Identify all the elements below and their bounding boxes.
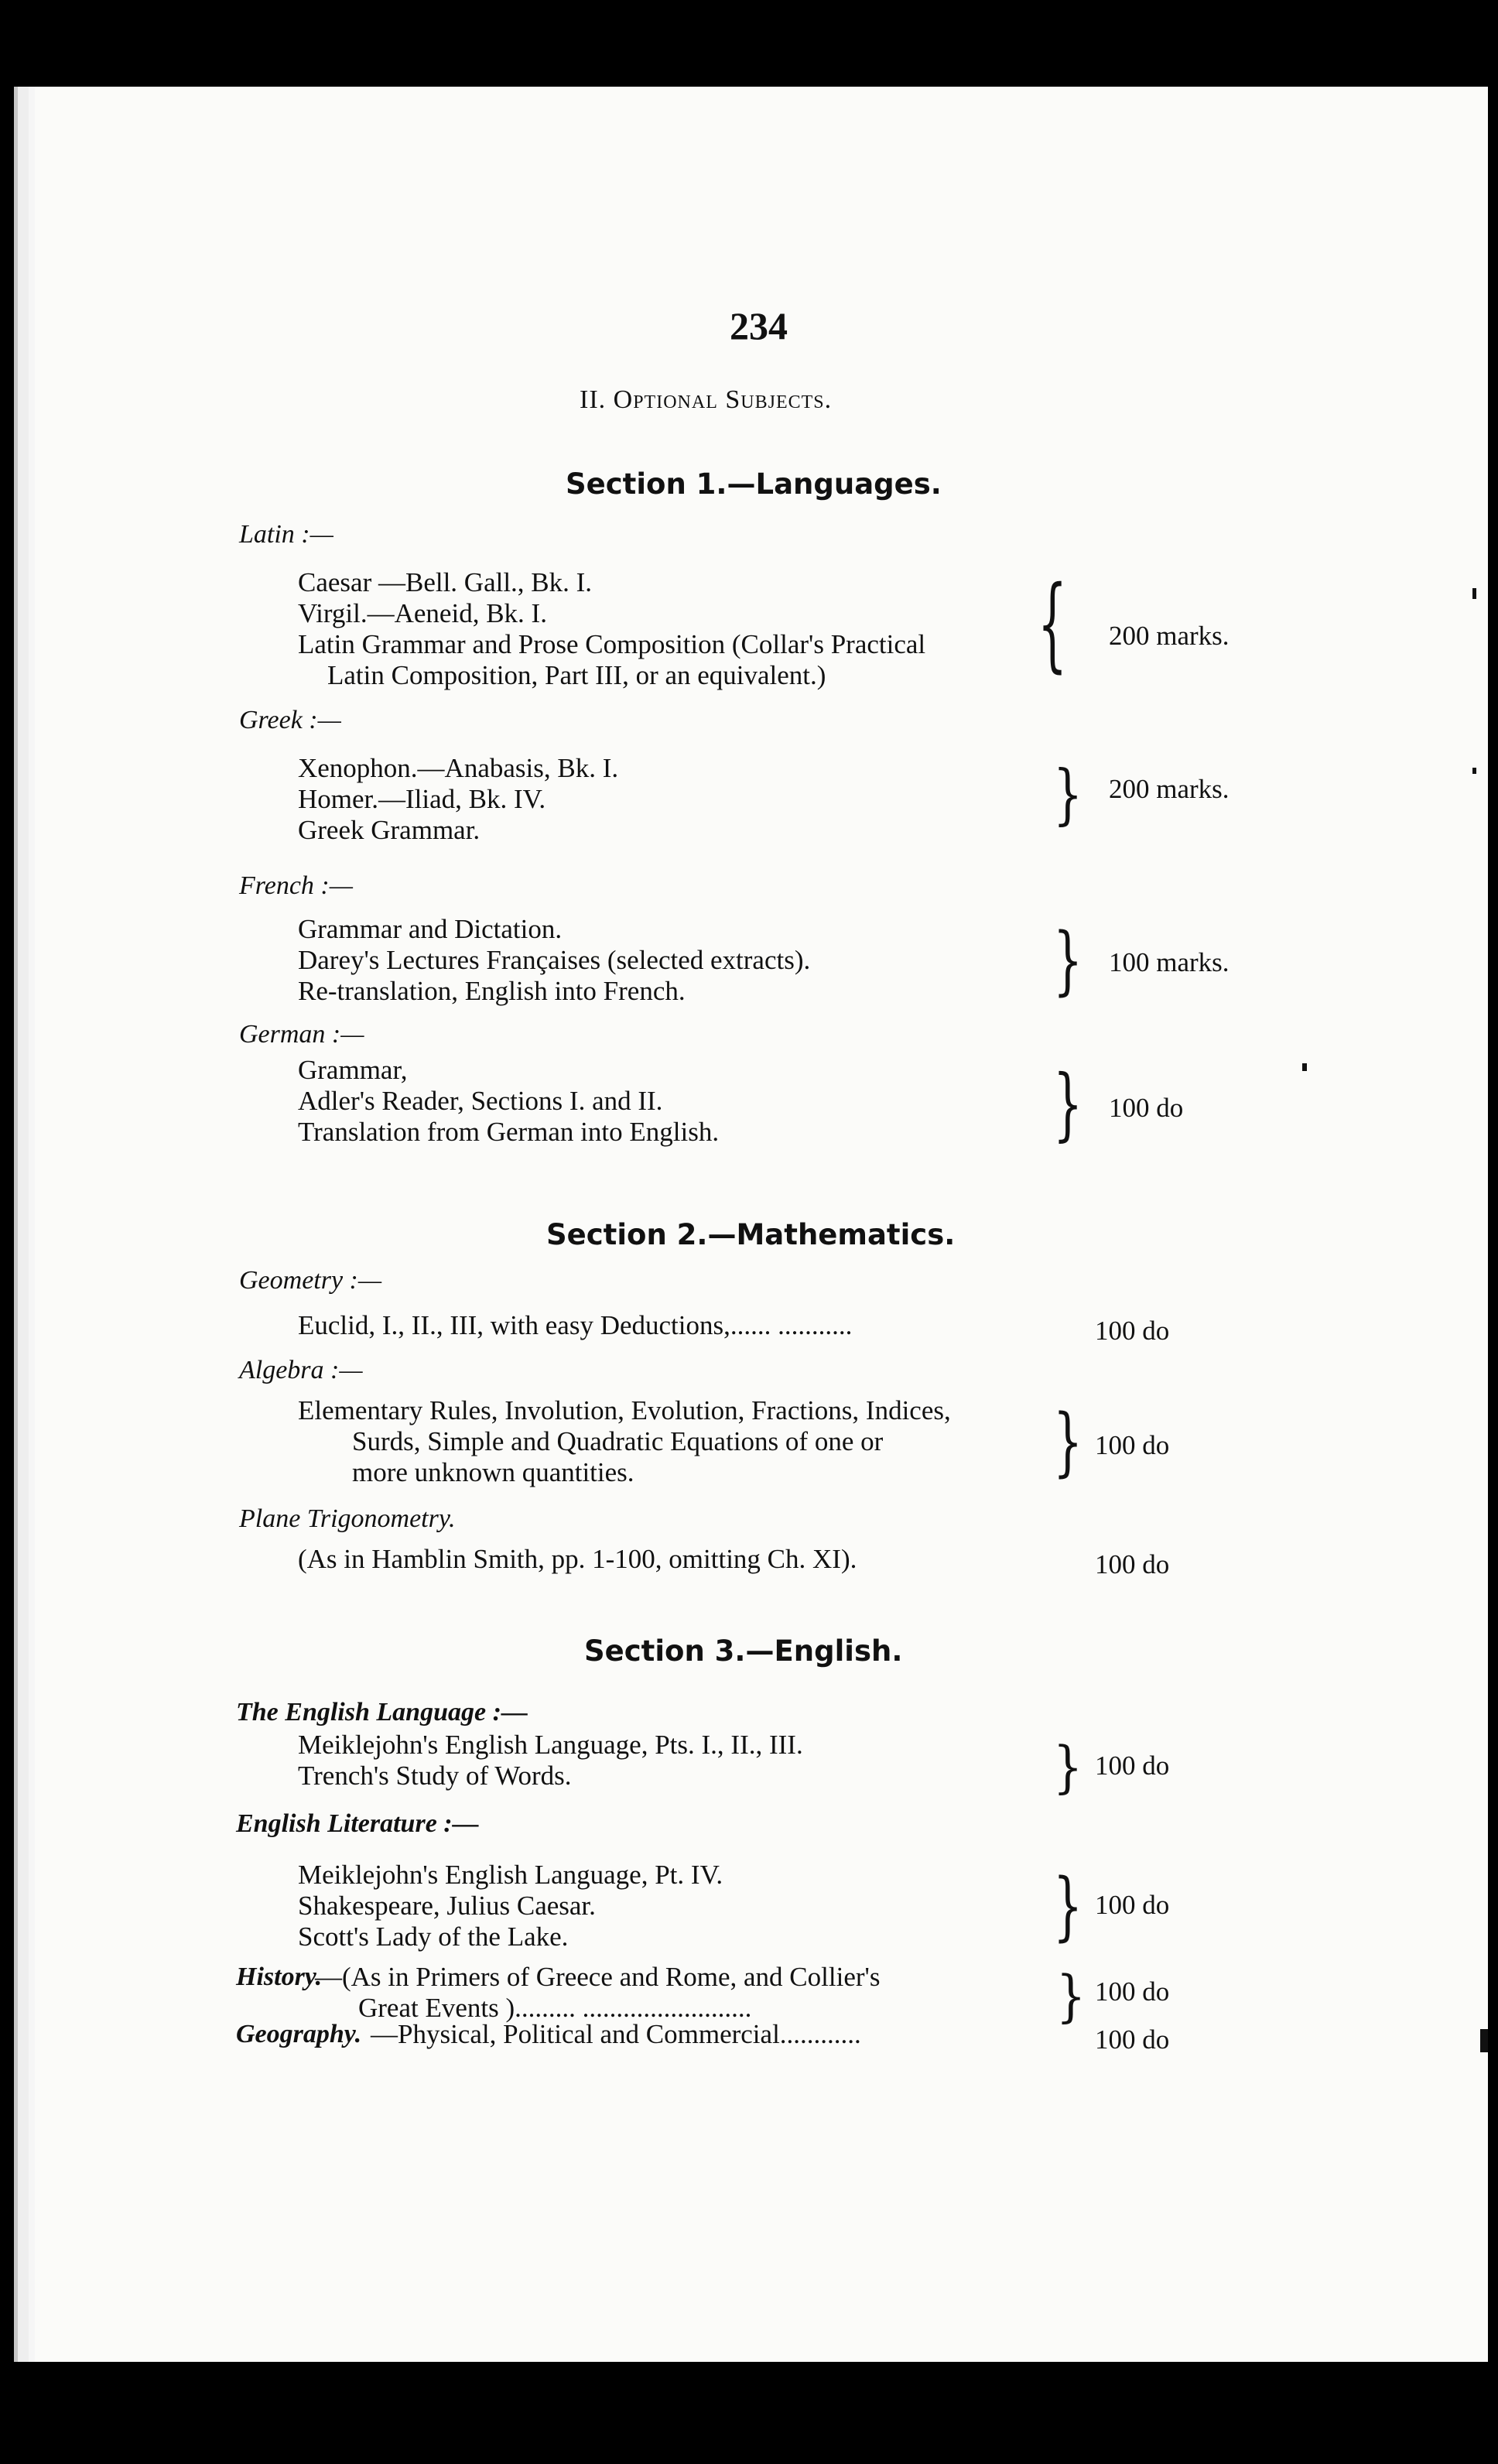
scan-mark	[1302, 1063, 1307, 1071]
french-label: French :—	[239, 871, 353, 900]
german-marks: 100 do	[1109, 1093, 1184, 1123]
geometry-line-1: Euclid, I., II., III, with easy Deductions,...... ...........	[298, 1310, 853, 1340]
history-label: History.	[236, 1963, 323, 1991]
algebra-label: Algebra :—	[239, 1356, 363, 1384]
french-line-1: Grammar and Dictation.	[298, 914, 563, 944]
latin-line-4: Latin Composition, Part III, or an equivalent.)	[327, 660, 826, 690]
french-brace: }	[1053, 918, 1083, 1004]
optional-subjects-heading: II. Optional Subjects.	[580, 385, 833, 414]
page-number: 234	[730, 304, 788, 347]
latin-line-2: Virgil.—Aeneid, Bk. I.	[298, 598, 547, 628]
greek-line-1: Xenophon.—Anabasis, Bk. I.	[298, 753, 619, 783]
greek-line-2: Homer.—Iliad, Bk. IV.	[298, 784, 546, 814]
history-marks: 100 do	[1095, 1976, 1170, 2007]
german-label: German :—	[239, 1020, 364, 1049]
german-line-3: Translation from German into English.	[298, 1117, 720, 1147]
algebra-line-1: Elementary Rules, Involution, Evolution, Fractions, Indices,	[298, 1395, 951, 1425]
trigonometry-label: Plane Trigonometry.	[239, 1504, 456, 1533]
english-language-line-1: Meiklejohn's English Language, Pts. I., II., III.	[298, 1730, 803, 1760]
greek-line-3: Greek Grammar.	[298, 815, 481, 845]
book-page	[14, 87, 1488, 2362]
history-line-2: Great Events )......... .........................	[358, 1993, 752, 2023]
german-brace: }	[1053, 1059, 1083, 1151]
geometry-marks: 100 do	[1095, 1316, 1170, 1346]
english-literature-line-3: Scott's Lady of the Lake.	[298, 1922, 569, 1952]
english-literature-marks: 100 do	[1095, 1890, 1170, 1920]
greek-label: Greek :—	[239, 706, 341, 734]
english-literature-line-1: Meiklejohn's English Language, Pt. IV.	[298, 1860, 723, 1890]
german-line-2: Adler's Reader, Sections I. and II.	[298, 1086, 663, 1116]
scan-mark	[1472, 588, 1476, 599]
english-literature-label: English Literature :—	[236, 1809, 479, 1838]
section-mathematics-title: Section 2.—Mathematics.	[546, 1218, 956, 1251]
greek-marks: 200 marks.	[1109, 774, 1230, 804]
english-language-marks: 100 do	[1095, 1750, 1170, 1781]
trigonometry-line-1: (As in Hamblin Smith, pp. 1-100, omitting Ch. XI).	[298, 1544, 857, 1574]
algebra-marks: 100 do	[1095, 1430, 1170, 1460]
greek-brace: }	[1053, 757, 1083, 833]
geography-label: Geography.	[236, 2020, 362, 2048]
latin-label: Latin :—	[239, 520, 333, 549]
french-marks: 100 marks.	[1109, 947, 1230, 977]
english-language-line-2: Trench's Study of Words.	[298, 1761, 572, 1791]
latin-marks: 200 marks.	[1109, 621, 1230, 651]
algebra-line-2: Surds, Simple and Quadratic Equations of one or	[352, 1426, 884, 1456]
geometry-label: Geometry :—	[239, 1266, 382, 1295]
history-brace: }	[1056, 1964, 1086, 2029]
english-language-brace: }	[1053, 1735, 1083, 1800]
english-literature-brace: }	[1053, 1863, 1083, 1950]
algebra-brace: }	[1053, 1399, 1083, 1486]
geography-line-1: —Physical, Political and Commercial............	[371, 2019, 861, 2049]
english-language-label: The English Language :—	[236, 1698, 528, 1727]
scan-mark	[1480, 2029, 1488, 2052]
algebra-line-3: more unknown quantities.	[352, 1457, 634, 1487]
scan-mark	[1472, 768, 1476, 774]
trigonometry-marks: 100 do	[1095, 1549, 1170, 1579]
french-line-3: Re-translation, English into French.	[298, 976, 686, 1006]
history-line-1: —(As in Primers of Greece and Rome, and Collier's	[315, 1962, 881, 1992]
latin-brace: {	[1038, 565, 1068, 684]
geography-marks: 100 do	[1095, 2024, 1170, 2055]
section-english-title: Section 3.—English.	[584, 1634, 903, 1668]
english-literature-line-2: Shakespeare, Julius Caesar.	[298, 1891, 596, 1921]
latin-line-1: Caesar —Bell. Gall., Bk. I.	[298, 567, 593, 597]
latin-line-3: Latin Grammar and Prose Composition (Collar's Practical	[298, 629, 926, 659]
german-line-1: Grammar,	[298, 1055, 408, 1085]
section-languages-title: Section 1.—Languages.	[566, 467, 942, 501]
french-line-2: Darey's Lectures Françaises (selected extracts).	[298, 945, 811, 975]
